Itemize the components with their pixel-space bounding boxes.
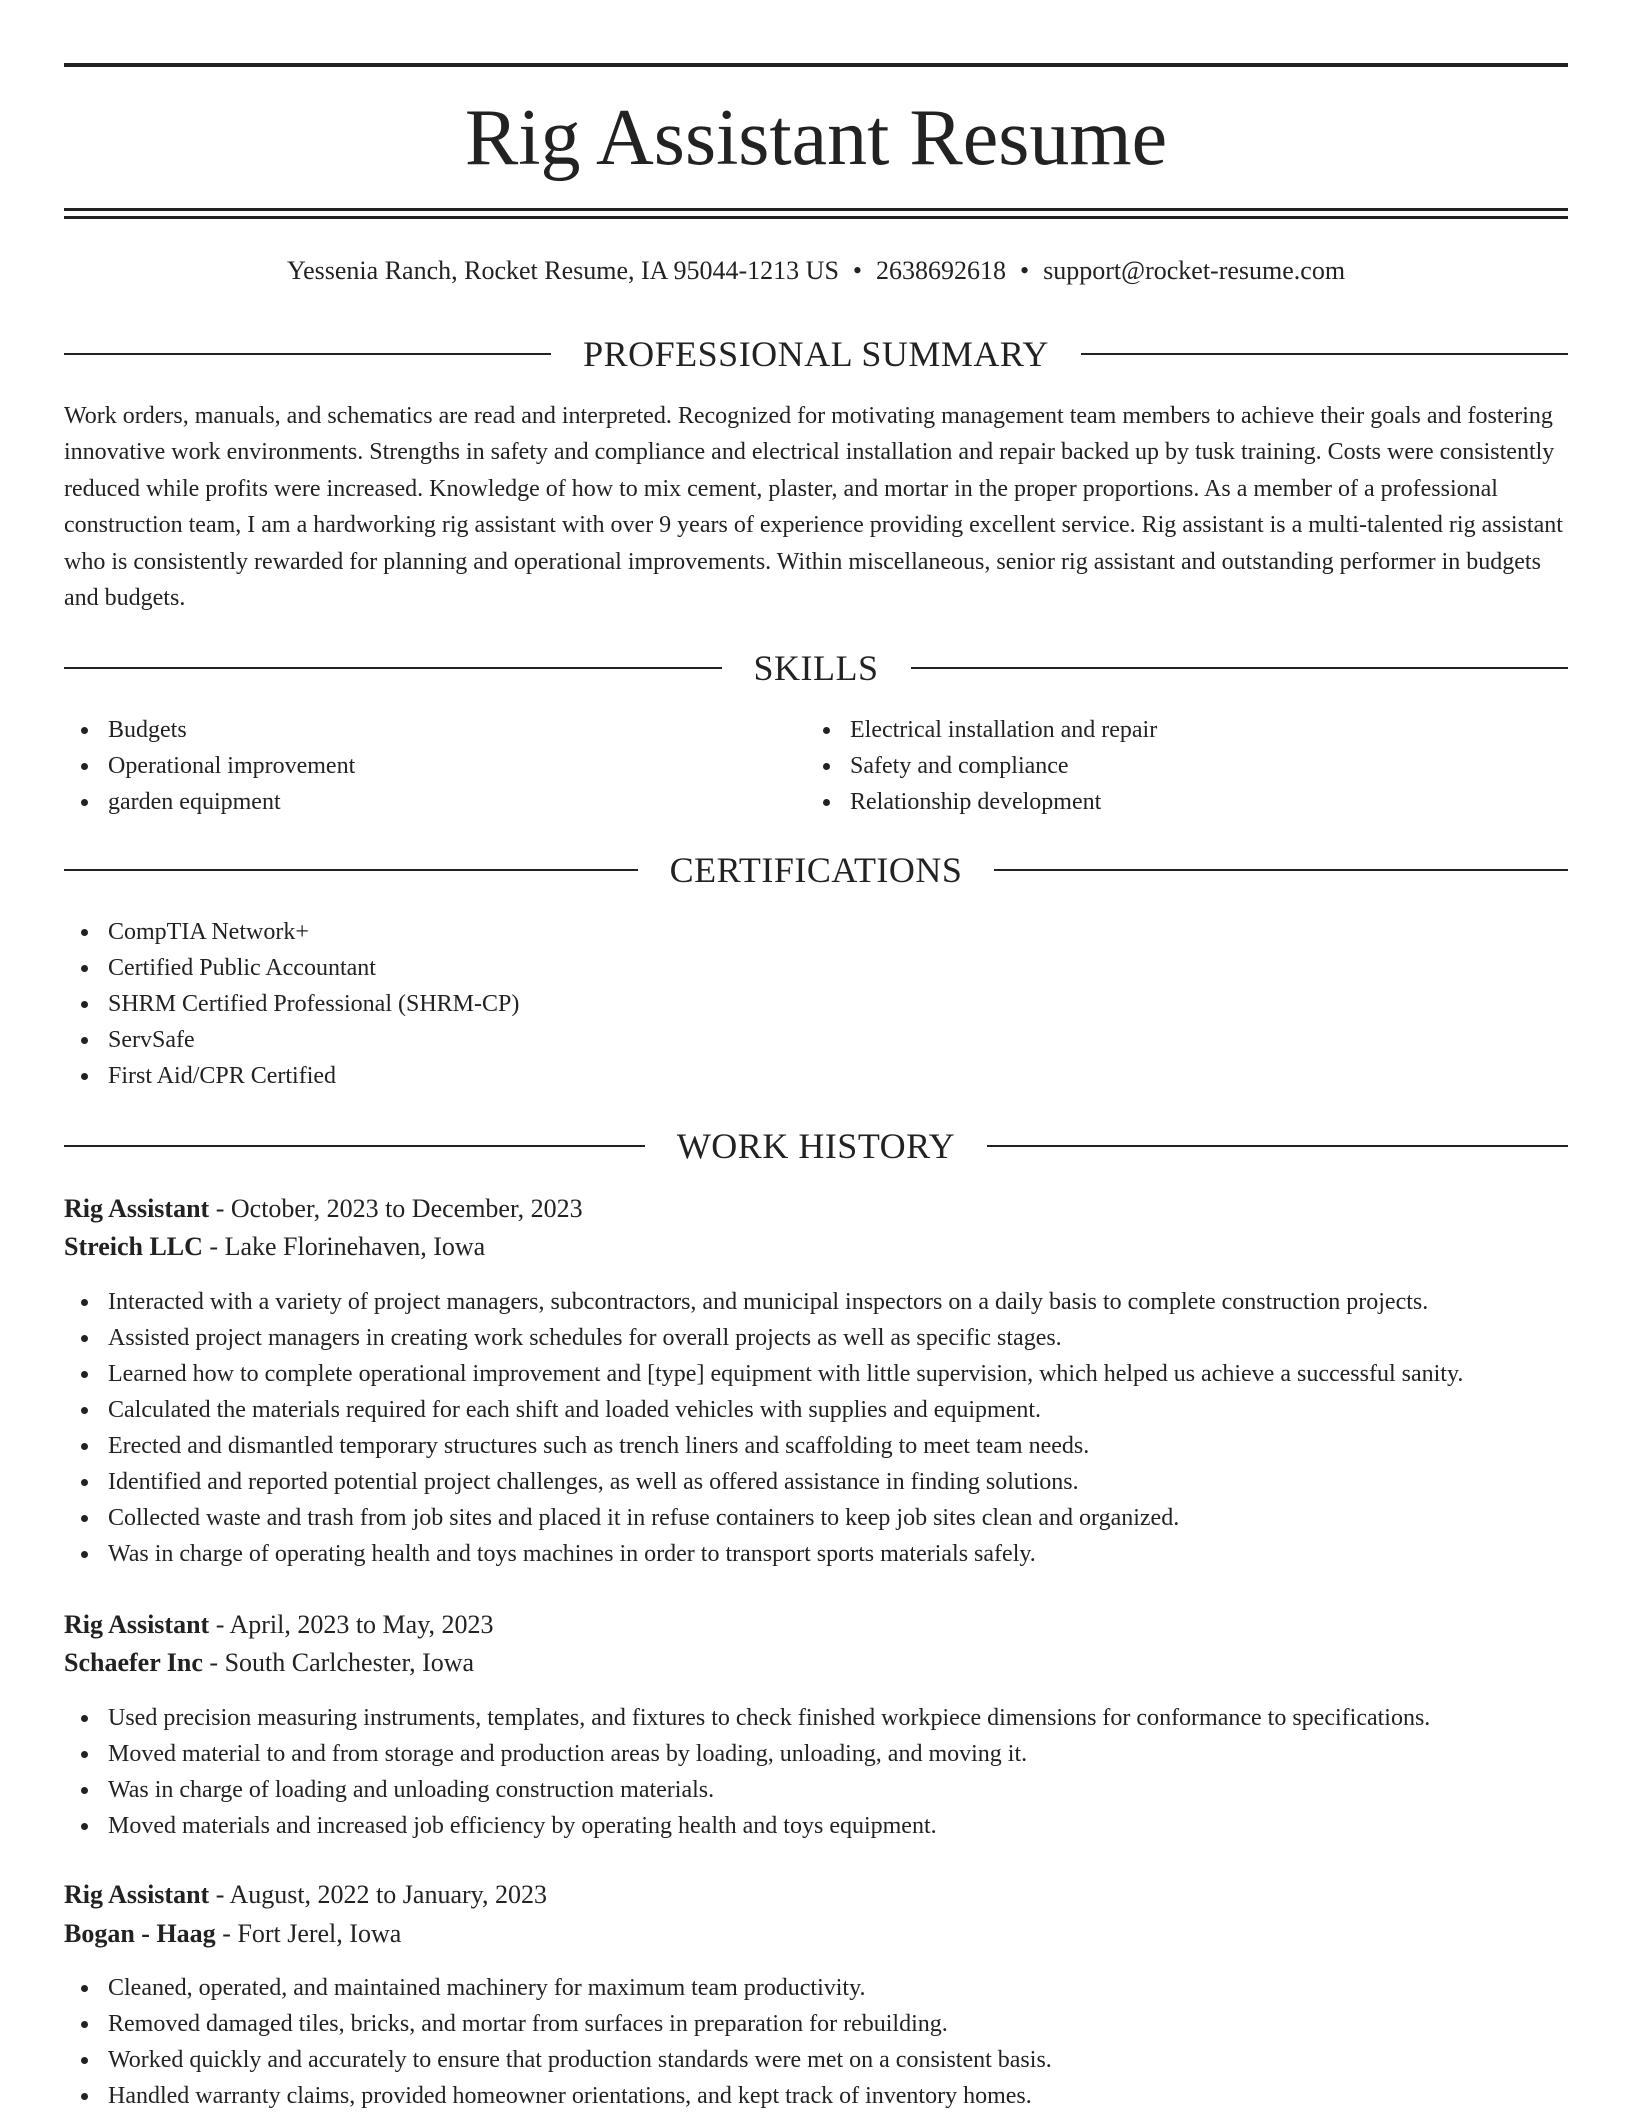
job-title-line: Rig Assistant - April, 2023 to May, 2023 <box>64 1610 494 1639</box>
job-title: Rig Assistant <box>64 1880 210 1909</box>
section-title: CERTIFICATIONS <box>669 850 963 890</box>
job-duty: Handled warranty claims, provided homeowner orientations, and kept track of inventory homes. <box>64 2078 1052 2114</box>
certification-item: CompTIA Network+ <box>64 914 519 950</box>
job-duty: Used precision measuring instruments, templates, and fixtures to check finished workpiece dimensions for conformance to specifications. <box>64 1700 1430 1736</box>
job-title-line: Rig Assistant - October, 2023 to December, 2023 <box>64 1194 583 1223</box>
section-heading-certifications <box>64 848 1568 892</box>
section-heading-work-history <box>64 1124 1568 1168</box>
job-duty: Calculated the materials required for each shift and loaded vehicles with supplies and equipment. <box>64 1392 1463 1428</box>
job-duty: Interacted with a variety of project managers, subcontractors, and municipal inspectors on a daily basis to complete construction projects. <box>64 1284 1463 1320</box>
job-company-line: Schaefer Inc - South Carlchester, Iowa <box>64 1648 475 1677</box>
job-location: South Carlchester, Iowa <box>224 1648 475 1677</box>
job-duty: Was in charge of loading and unloading construction materials. <box>64 1772 1430 1808</box>
job-duty: Removed damaged tiles, bricks, and mortar from surfaces in preparation for rebuilding. <box>64 2006 1052 2042</box>
job-duty: Worked quickly and accurately to ensure that production standards were met on a consistent basis. <box>64 2042 1052 2078</box>
contact-address: Yessenia Ranch, Rocket Resume, IA 95044-1213 US <box>286 256 839 285</box>
section-title: PROFESSIONAL SUMMARY <box>583 334 1049 374</box>
skill-item: Safety and compliance <box>806 748 1157 784</box>
section-heading-summary <box>64 332 1568 376</box>
heading-rule-right <box>994 869 1568 871</box>
job-dates: October, 2023 to December, 2023 <box>230 1194 583 1223</box>
job-company-line: Streich LLC - Lake Florinehaven, Iowa <box>64 1232 486 1261</box>
job-title: Rig Assistant <box>64 1194 210 1223</box>
header-bottom-rule <box>64 208 1568 211</box>
contact-separator: • <box>852 256 863 285</box>
job-dates: April, 2023 to May, 2023 <box>229 1610 494 1639</box>
skill-item: Budgets <box>64 712 355 748</box>
job-duties-list <box>64 1284 1463 1572</box>
job-location: Fort Jerel, Iowa <box>237 1919 402 1948</box>
heading-rule-left <box>64 1145 645 1147</box>
job-location: Lake Florinehaven, Iowa <box>224 1232 486 1261</box>
job-title-line: Rig Assistant - August, 2022 to January, 2023 <box>64 1880 547 1909</box>
certification-item: Certified Public Accountant <box>64 950 519 986</box>
job-duty: Identified and reported potential project challenges, as well as offered assistance in finding solutions. <box>64 1464 1463 1500</box>
job-duty: Assisted project managers in creating work schedules for overall projects as well as specific stages. <box>64 1320 1463 1356</box>
heading-rule-left <box>64 353 551 355</box>
skill-item: Electrical installation and repair <box>806 712 1157 748</box>
job-duty: Was in charge of operating health and toys machines in order to transport sports materials safely. <box>64 1536 1463 1572</box>
header-top-rule <box>64 63 1568 67</box>
heading-rule-left <box>64 667 722 669</box>
job-duty: Cleaned, operated, and maintained machinery for maximum team productivity. <box>64 1970 1052 2006</box>
job-title: Rig Assistant <box>64 1610 210 1639</box>
job-dates: August, 2022 to January, 2023 <box>229 1880 547 1909</box>
skills-list-right <box>806 712 1157 820</box>
contact-separator: • <box>1020 256 1030 285</box>
job-duty: Moved material to and from storage and production areas by loading, unloading, and moving it. <box>64 1736 1430 1772</box>
job-duties-list <box>64 1970 1052 2114</box>
contact-email: support@rocket-resume.com <box>1043 256 1346 285</box>
job-duty: Learned how to complete operational improvement and [type] equipment with little supervision, which helped us achieve a successful sanity. <box>64 1356 1463 1392</box>
skill-item: garden equipment <box>64 784 355 820</box>
job-duties-list <box>64 1700 1430 1844</box>
header-bottom-rule-second <box>64 216 1568 219</box>
job-company: Schaefer Inc <box>64 1648 203 1677</box>
job-duty: Collected waste and trash from job sites and placed it in refuse containers to keep job sites clean and organized. <box>64 1500 1463 1536</box>
section-title: WORK HISTORY <box>676 1126 956 1166</box>
heading-rule-left <box>64 869 638 871</box>
certification-item: First Aid/CPR Certified <box>64 1058 519 1094</box>
job-duty: Erected and dismantled temporary structures such as trench liners and scaffolding to meet team needs. <box>64 1428 1463 1464</box>
certification-item: ServSafe <box>64 1022 519 1058</box>
certification-item: SHRM Certified Professional (SHRM-CP) <box>64 986 519 1022</box>
skill-item: Operational improvement <box>64 748 355 784</box>
job-duty: Moved materials and increased job efficiency by operating health and toys equipment. <box>64 1808 1430 1844</box>
contact-info <box>64 254 1568 288</box>
job-company-line: Bogan - Haag - Fort Jerel, Iowa <box>64 1919 402 1948</box>
skill-item: Relationship development <box>806 784 1157 820</box>
heading-rule-right <box>1081 353 1568 355</box>
section-heading-skills <box>64 646 1568 690</box>
summary-text: Work orders, manuals, and schematics are read and interpreted. Recognized for motivating management team members to achieve their goals and fostering innovative work environments. Strengths in safety and compliance and electrical installation and repair backed up by tusk training. Costs were consistently reduced while profits were increased. Knowledge of how to mix cement, plaster, and mortar in the proper proportions. As a member of a professional construction team, I am a hardworking rig assistant with over 9 years of experience providing excellent service. Rig assistant is a multi-talented rig assistant who is consistently rewarded for planning and operational improvements. Within miscellaneous, senior rig assistant and outstanding performer in budgets and budgets. <box>64 403 1563 612</box>
certifications-list <box>64 914 519 1094</box>
heading-rule-right <box>911 667 1569 669</box>
resume-title: Rig Assistant Resume <box>464 94 1168 182</box>
skills-list-left <box>64 712 355 820</box>
job-company: Bogan - Haag <box>64 1919 216 1948</box>
job-company: Streich LLC <box>64 1232 203 1261</box>
contact-phone: 2638692618 <box>876 256 1007 285</box>
section-title: SKILLS <box>753 648 879 688</box>
heading-rule-right <box>987 1145 1568 1147</box>
